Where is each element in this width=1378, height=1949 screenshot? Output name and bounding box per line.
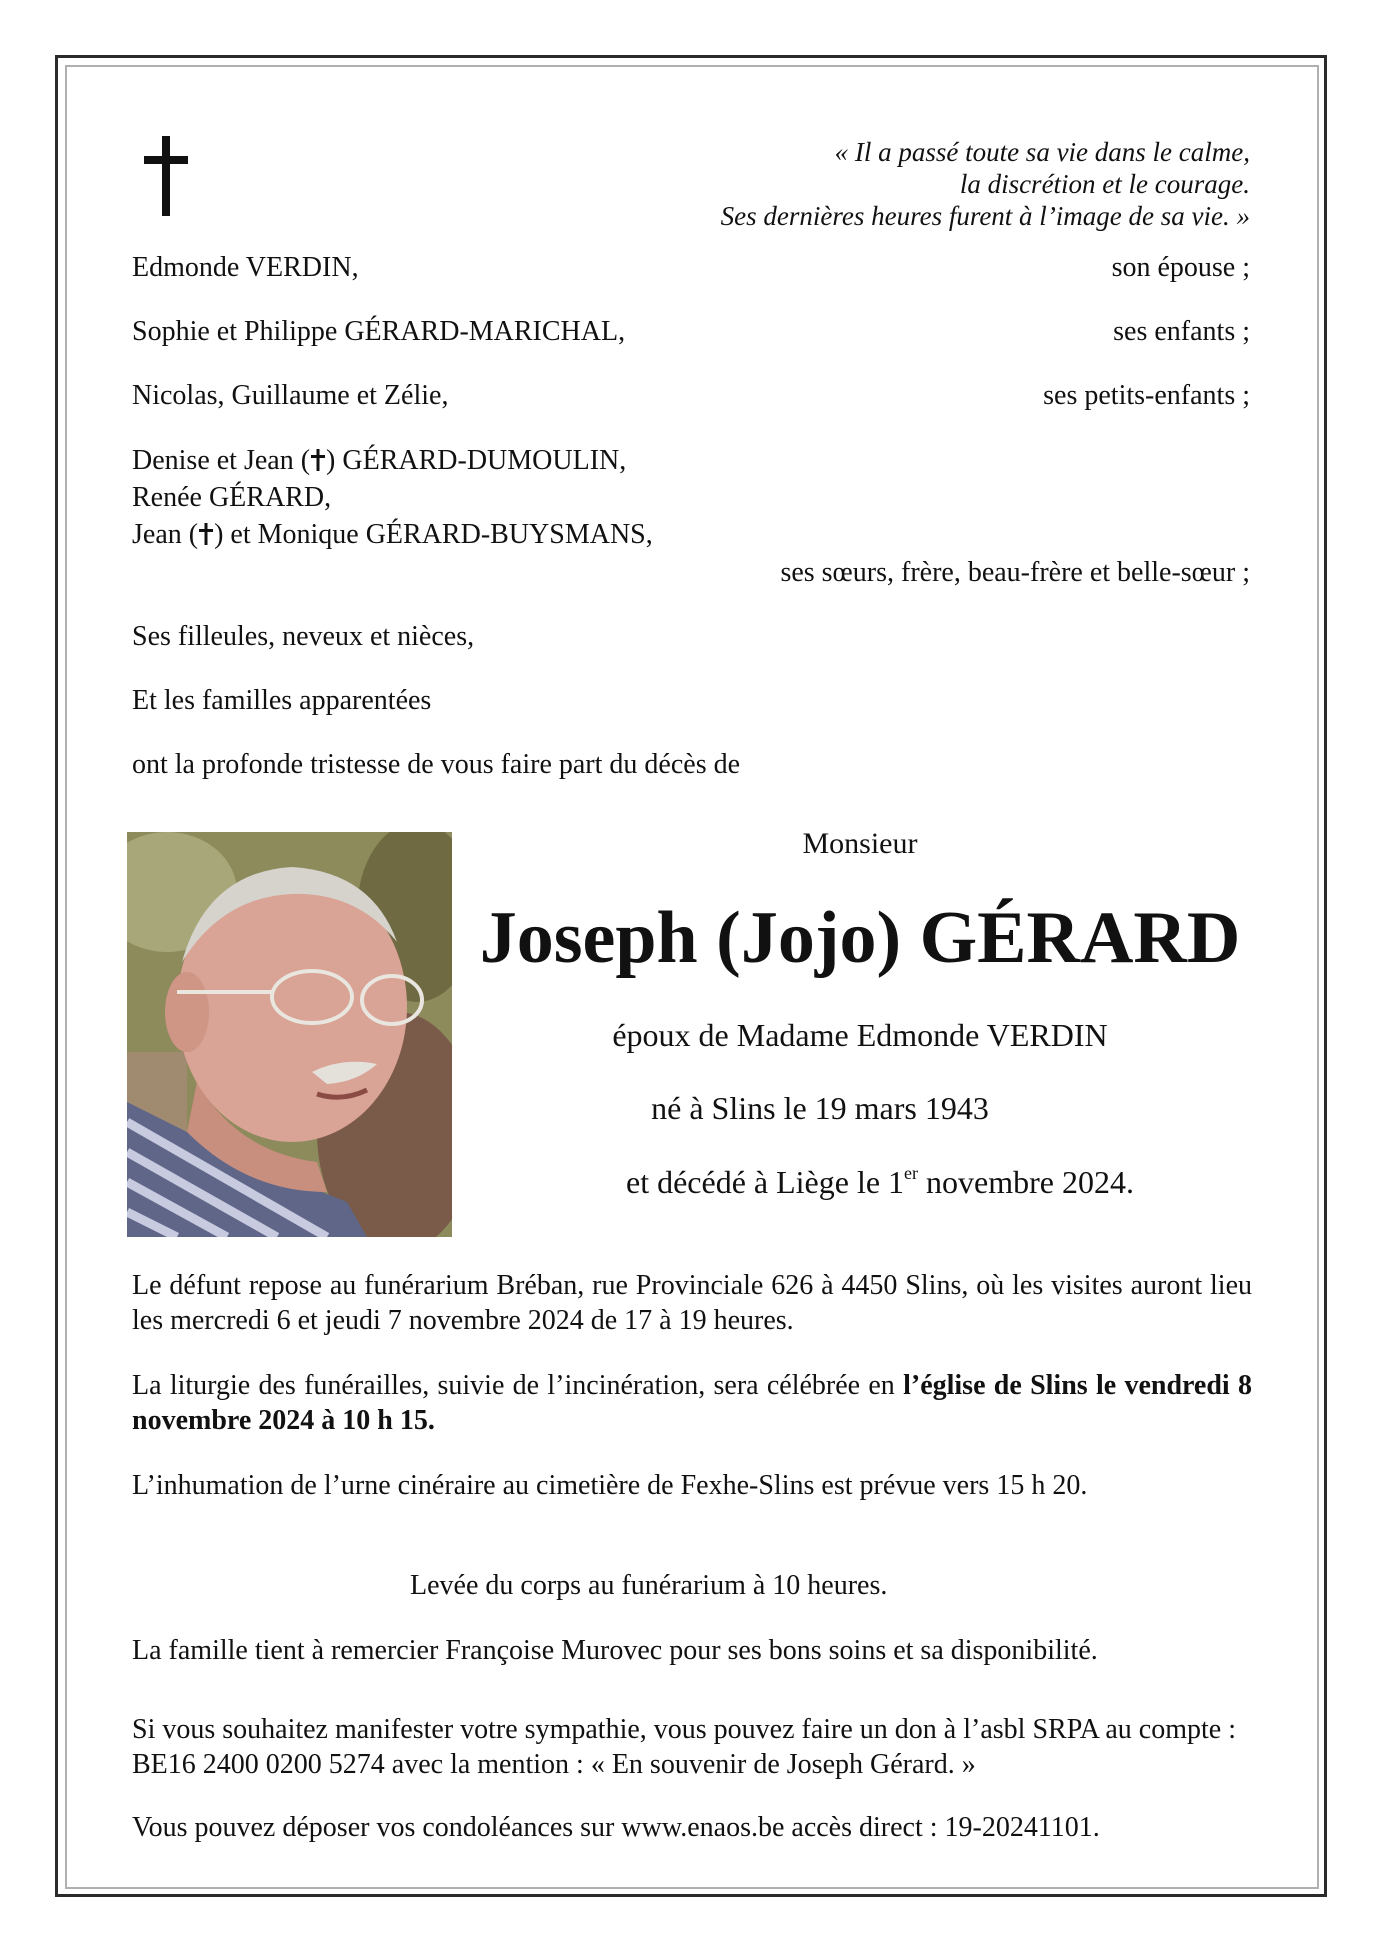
death-ordinal: er bbox=[904, 1163, 919, 1183]
cross-icon bbox=[311, 449, 325, 471]
sibling-line-3 bbox=[132, 518, 653, 552]
children-name: Sophie et Philippe GÉRARD-MARICHAL, bbox=[132, 316, 626, 347]
grandchildren-row bbox=[132, 379, 1250, 413]
sibling-3-text-a: Jean ( bbox=[132, 519, 199, 550]
quote-line-1: « Il a passé toute sa vie dans le calme, bbox=[834, 137, 1250, 167]
sibling-1-text-b: ) GÉRARD-DUMOULIN, bbox=[326, 445, 627, 476]
deceased-death bbox=[510, 1162, 1250, 1202]
donation-paragraph: Si vous souhaitez manifester votre sympathie, vous pouvez faire un don à l’asbl SRPA au compte : BE16 2400 0200 5274 avec la mention : « En souvenir de Joseph Gérard. » bbox=[132, 1714, 1236, 1780]
portrait-photo bbox=[127, 832, 452, 1237]
announcement-line: ont la profonde tristesse de vous faire part du décès de bbox=[132, 749, 741, 780]
quote-line-3: Ses dernières heures furent à l’image de sa vie. » bbox=[720, 201, 1250, 231]
sibling-3-text-b: ) et Monique GÉRARD-BUYSMANS, bbox=[214, 519, 653, 550]
godchildren-line: Ses filleules, neveux et nièces, bbox=[132, 621, 475, 652]
spouse-name: Edmonde VERDIN, bbox=[132, 252, 359, 283]
death-text-b: novembre 2024. bbox=[918, 1164, 1134, 1200]
children-row bbox=[132, 315, 1250, 349]
sibling-1-text-a: Denise et Jean ( bbox=[132, 445, 311, 476]
deceased-birth: né à Slins le 19 mars 1943 bbox=[651, 1090, 989, 1126]
cross-icon bbox=[199, 523, 213, 545]
condolences-line: Vous pouvez déposer vos condoléances sur www.enaos.be accès direct : 19-20241101. bbox=[132, 1812, 1100, 1843]
deceased-name: Joseph (Jojo) GÉRARD bbox=[479, 897, 1241, 979]
grandchildren-name: Nicolas, Guillaume et Zélie, bbox=[132, 380, 449, 411]
quote-line-2: la discrétion et le courage. bbox=[959, 169, 1250, 199]
grandchildren-role: ses petits-enfants ; bbox=[1043, 380, 1250, 411]
thanks-paragraph: La famille tient à remercier Françoise Murovec pour ses bons soins et sa disponibilité. bbox=[132, 1635, 1098, 1666]
spouse-role: son épouse ; bbox=[1111, 252, 1250, 283]
deceased-spouse-line: époux de Madame Edmonde VERDIN bbox=[612, 1017, 1108, 1053]
sibling-line-1 bbox=[132, 444, 626, 478]
children-role: ses enfants ; bbox=[1113, 316, 1250, 347]
death-text-a: et décédé à Liège le 1 bbox=[626, 1164, 905, 1200]
burial-paragraph: L’inhumation de l’urne cinéraire au cimetière de Fexhe-Slins est prévue vers 15 h 20. bbox=[132, 1470, 1088, 1501]
cross-icon bbox=[136, 136, 196, 216]
liturgy-paragraph bbox=[132, 1368, 1252, 1438]
epitaph-quote bbox=[490, 136, 1250, 232]
relatives-line: Et les familles apparentées bbox=[132, 685, 432, 716]
liturgy-bold-text: l’église de Slins le vendredi 8 novembre 2024 à 10 h 15. bbox=[132, 1370, 1252, 1436]
liturgy-text: La liturgie des funérailles, suivie de l’incinération, sera célébrée en bbox=[132, 1370, 904, 1401]
portrait-illustration bbox=[127, 832, 452, 1237]
levee-line: Levée du corps au funérarium à 10 heures. bbox=[410, 1570, 888, 1601]
deceased-title: Monsieur bbox=[802, 827, 918, 860]
siblings-role: ses sœurs, frère, beau-frère et belle-sœur ; bbox=[780, 557, 1250, 588]
repose-paragraph: Le défunt repose au funérarium Bréban, rue Provinciale 626 à 4450 Slins, où les visites auront lieu les mercredi 6 et jeudi 7 novembre 2024 de 17 à 19 heures. bbox=[132, 1270, 1252, 1336]
sibling-line-2: Renée GÉRARD, bbox=[132, 482, 332, 513]
spouse-row bbox=[132, 251, 1250, 285]
